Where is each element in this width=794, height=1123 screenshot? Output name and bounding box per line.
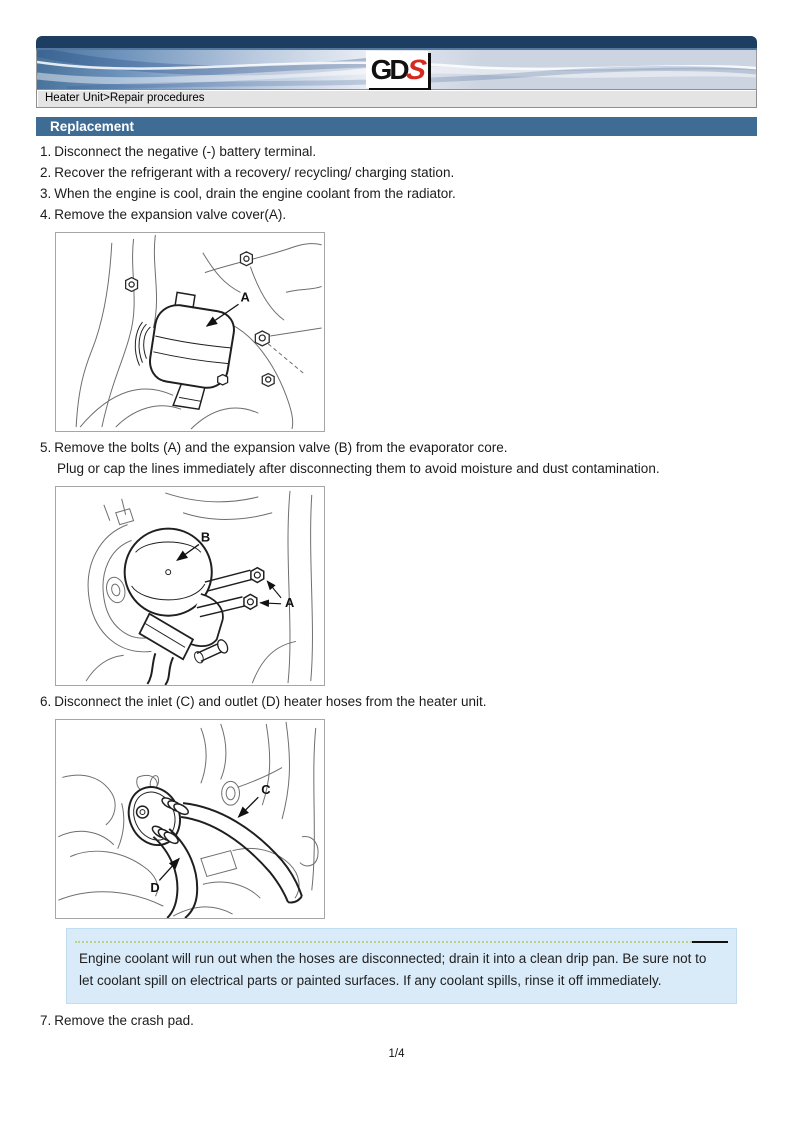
step-2 [36, 162, 757, 183]
caution-divider [75, 941, 728, 943]
step-5 [36, 437, 757, 458]
step-3-text: When the engine is cool, drain the engine coolant from the radiator. [54, 186, 456, 201]
gds-logo-s: S [404, 53, 425, 85]
step-4 [36, 204, 757, 225]
figure2-label-B: B [200, 529, 211, 545]
figure-heater-hoses [55, 719, 325, 919]
page-number: 1/4 [388, 1048, 405, 1060]
step-6-text: Disconnect the inlet (C) and outlet (D) heater hoses from the heater unit. [54, 694, 487, 709]
caution-divider-solid [692, 941, 728, 943]
coolant-caution-box [66, 928, 737, 1004]
breadcrumb: Heater Unit>Repair procedures [36, 89, 757, 108]
figure-expansion-valve-cover [55, 232, 325, 432]
step-5-subtext: Plug or cap the lines immediately after disconnecting them to avoid moisture and dust contamination. [57, 461, 660, 476]
section-title: Replacement [50, 119, 135, 134]
step-4-number: 4. [40, 207, 52, 222]
step-5-number: 5. [40, 440, 52, 455]
header-navy-bar [36, 36, 757, 50]
heater-hoses-illustration [56, 720, 324, 918]
step-3 [36, 183, 757, 204]
step-7-number: 7. [40, 1013, 52, 1028]
step-1 [36, 141, 757, 162]
step-2-number: 2. [40, 165, 52, 180]
expansion-valve-illustration [56, 487, 324, 685]
caution-text: Engine coolant will run out when the hoses are disconnected; drain it into a clean drip pan. Be sure not to let coolant spill on electrical parts or painted surfaces. If any coolant spills, rinse it off immediately. [79, 951, 707, 988]
gds-logo [366, 51, 428, 88]
figure2-label-A: A [285, 594, 295, 610]
step-1-number: 1. [40, 144, 52, 159]
section-title-bar [36, 117, 757, 136]
step-2-text: Recover the refrigerant with a recovery/ recycling/ charging station. [54, 165, 455, 180]
step-3-number: 3. [40, 186, 52, 201]
header-banner [36, 50, 757, 89]
step-4-text: Remove the expansion valve cover(A). [54, 207, 287, 222]
step-6-number: 6. [40, 694, 52, 709]
step-5-text: Remove the bolts (A) and the expansion valve (B) from the evaporator core. [54, 440, 508, 455]
figure-expansion-valve [55, 486, 325, 686]
step-6 [36, 691, 757, 712]
expansion-valve-cover-illustration [56, 233, 324, 431]
figure3-label-C: C [261, 782, 271, 798]
procedure-steps [36, 141, 757, 225]
step-7-text: Remove the crash pad. [54, 1013, 194, 1028]
caution-divider-dotted [75, 941, 692, 943]
figure1-label-A: A [240, 289, 250, 305]
gds-logo-gd: GD [370, 53, 407, 85]
step-7 [36, 1010, 757, 1031]
step-1-text: Disconnect the negative (-) battery terminal. [54, 144, 317, 159]
figure3-label-D: D [150, 880, 160, 896]
page-content [36, 36, 757, 1060]
